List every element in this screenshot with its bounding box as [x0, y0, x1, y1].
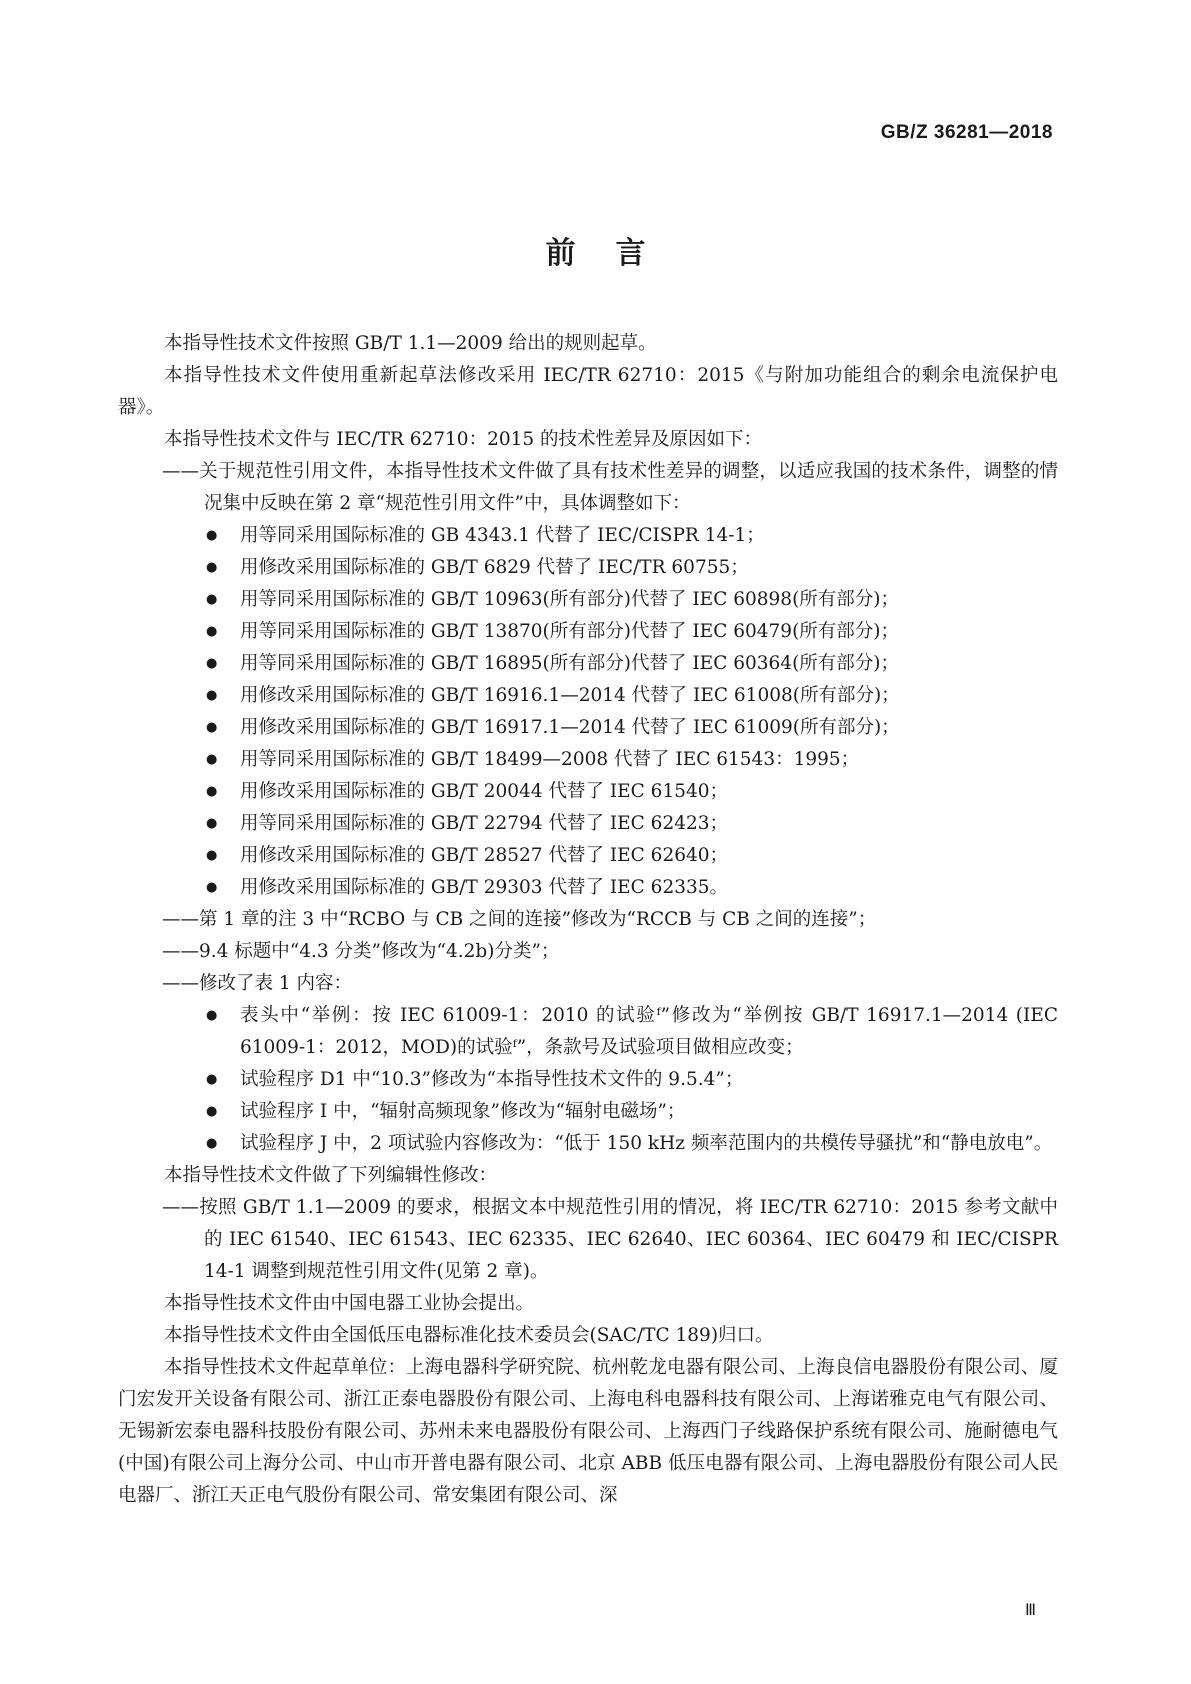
paragraph-technical-differences: 本指导性技术文件与 IEC/TR 62710：2015 的技术性差异及原因如下： — [164, 429, 763, 450]
bullet-item: ● 用等同采用国际标准的 GB/T 13870(所有部分)代替了 IEC 60479(所有部分)； — [118, 616, 1058, 648]
dash-item-chapter1-note: ——第 1 章的注 3 中“RCBO 与 CB 之间的连接”修改为“RCCB 与 CB 之间的连接”； — [162, 909, 877, 930]
paragraph-drafting-rules: 本指导性技术文件按照 GB/T 1.1—2009 给出的规则起草。 — [164, 333, 657, 354]
page-title: 前言 — [545, 236, 686, 271]
bullet-item: ● 用修改采用国际标准的 GB/T 29303 代替了 IEC 62335。 — [118, 872, 1058, 904]
bullet-item: ● 用修改采用国际标准的 GB/T 16917.1—2014 代替了 IEC 61009(所有部分)； — [118, 712, 1058, 744]
bullet-item: ● 用修改采用国际标准的 GB/T 20044 代替了 IEC 61540； — [118, 776, 1058, 808]
bullet-item: ● 用等同采用国际标准的 GB/T 16895(所有部分)代替了 IEC 60364(所有部分)； — [118, 648, 1058, 680]
bullet-item: ● 用修改采用国际标准的 GB/T 6829 代替了 IEC/TR 60755； — [118, 552, 1058, 584]
bullet-item: ● 用修改采用国际标准的 GB/T 28527 代替了 IEC 62640； — [118, 840, 1058, 872]
bullet-item: ● 试验程序 I 中，“辐射高频现象”修改为“辐射电磁场”； — [118, 1096, 1058, 1128]
bullet-item: ● 试验程序 D1 中“10.3”修改为“本指导性技术文件的 9.5.4”； — [118, 1064, 1058, 1096]
bullet-item: ● 用等同采用国际标准的 GB/T 22794 代替了 IEC 62423； — [118, 808, 1058, 840]
paragraph-under-jurisdiction: 本指导性技术文件由全国低压电器标准化技术委员会(SAC/TC 189)归口。 — [164, 1325, 774, 1346]
bullet-item: ● 用等同采用国际标准的 GB/T 10963(所有部分)代替了 IEC 60898(所有部分)； — [118, 584, 1058, 616]
bullet-item: ● 试验程序 J 中，2 项试验内容修改为：“低于 150 kHz 频率范围内的共模传导骚扰”和“静电放电”。 — [118, 1128, 1058, 1160]
bullet-item: ● 表头中“举例：按 IEC 61009-1：2010 的试验ᶠ”修改为“举例按 GB/T 16917.1—2014 (IEC 61009-1：2012，MOD)的试验ᶠ”，条款号及试验项目做相应改变； — [118, 1000, 1058, 1064]
bullet-item: ● 用修改采用国际标准的 GB/T 16916.1—2014 代替了 IEC 61008(所有部分)； — [118, 680, 1058, 712]
document-body — [118, 328, 1058, 1512]
dash-item-9-4-title: ——9.4 标题中“4.3 分类”修改为“4.2b)分类”； — [162, 941, 560, 962]
standard-number: GB/Z 36281—2018 — [880, 122, 1053, 143]
dash-item-table1: ——修改了表 1 内容： — [162, 973, 353, 994]
paragraph-editorial-changes: 本指导性技术文件做了下列编辑性修改： — [164, 1165, 498, 1186]
paragraph-proposed-by: 本指导性技术文件由中国电器工业协会提出。 — [164, 1293, 535, 1314]
bullet-item: ● 用等同采用国际标准的 GB/T 18499—2008 代替了 IEC 61543：1995； — [118, 744, 1058, 776]
page-number: Ⅲ — [1024, 1602, 1036, 1619]
paragraph-adoption: 本指导性技术文件使用重新起草法修改采用 IEC/TR 62710：2015《与附加功能组合的剩余电流保护电器》。 — [118, 365, 1058, 418]
dash-item-normative-references: ——关于规范性引用文件，本指导性技术文件做了具有技术性差异的调整，以适应我国的技术条件，调整的情况集中反映在第 2 章“规范性引用文件”中，具体调整如下： — [162, 461, 1058, 514]
bullet-item: ● 用等同采用国际标准的 GB 4343.1 代替了 IEC/CISPR 14-1； — [118, 520, 1058, 552]
paragraph-drafting-units: 本指导性技术文件起草单位：上海电器科学研究院、杭州乾龙电器有限公司、上海良信电器股份有限公司、厦门宏发开关设备有限公司、浙江正泰电器股份有限公司、上海电科电器科技有限公司、上海诺雅克电气有限公司、无锡新宏泰电器科技股份有限公司、苏州未来电器股份有限公司、上海西门子线路保护系统有限公司、施耐德电气(中国)有限公司上海分公司、中山市开普电器有限公司、北京 ABB 低压电器有限公司、上海电器股份有限公司人民电器厂、浙江天正电气股份有限公司、常安集团有限公司、深 — [118, 1357, 1058, 1506]
dash-item-editorial: ——按照 GB/T 1.1—2009 的要求，根据文本中规范性引用的情况，将 IEC/TR 62710：2015 参考文献中的 IEC 61540、IEC 61543、IEC 62335、IEC 62640、IEC 60364、IEC 60479 和 IEC/CISPR 14-1 调整到规范性引用文件(见第 2 章)。 — [162, 1197, 1058, 1282]
